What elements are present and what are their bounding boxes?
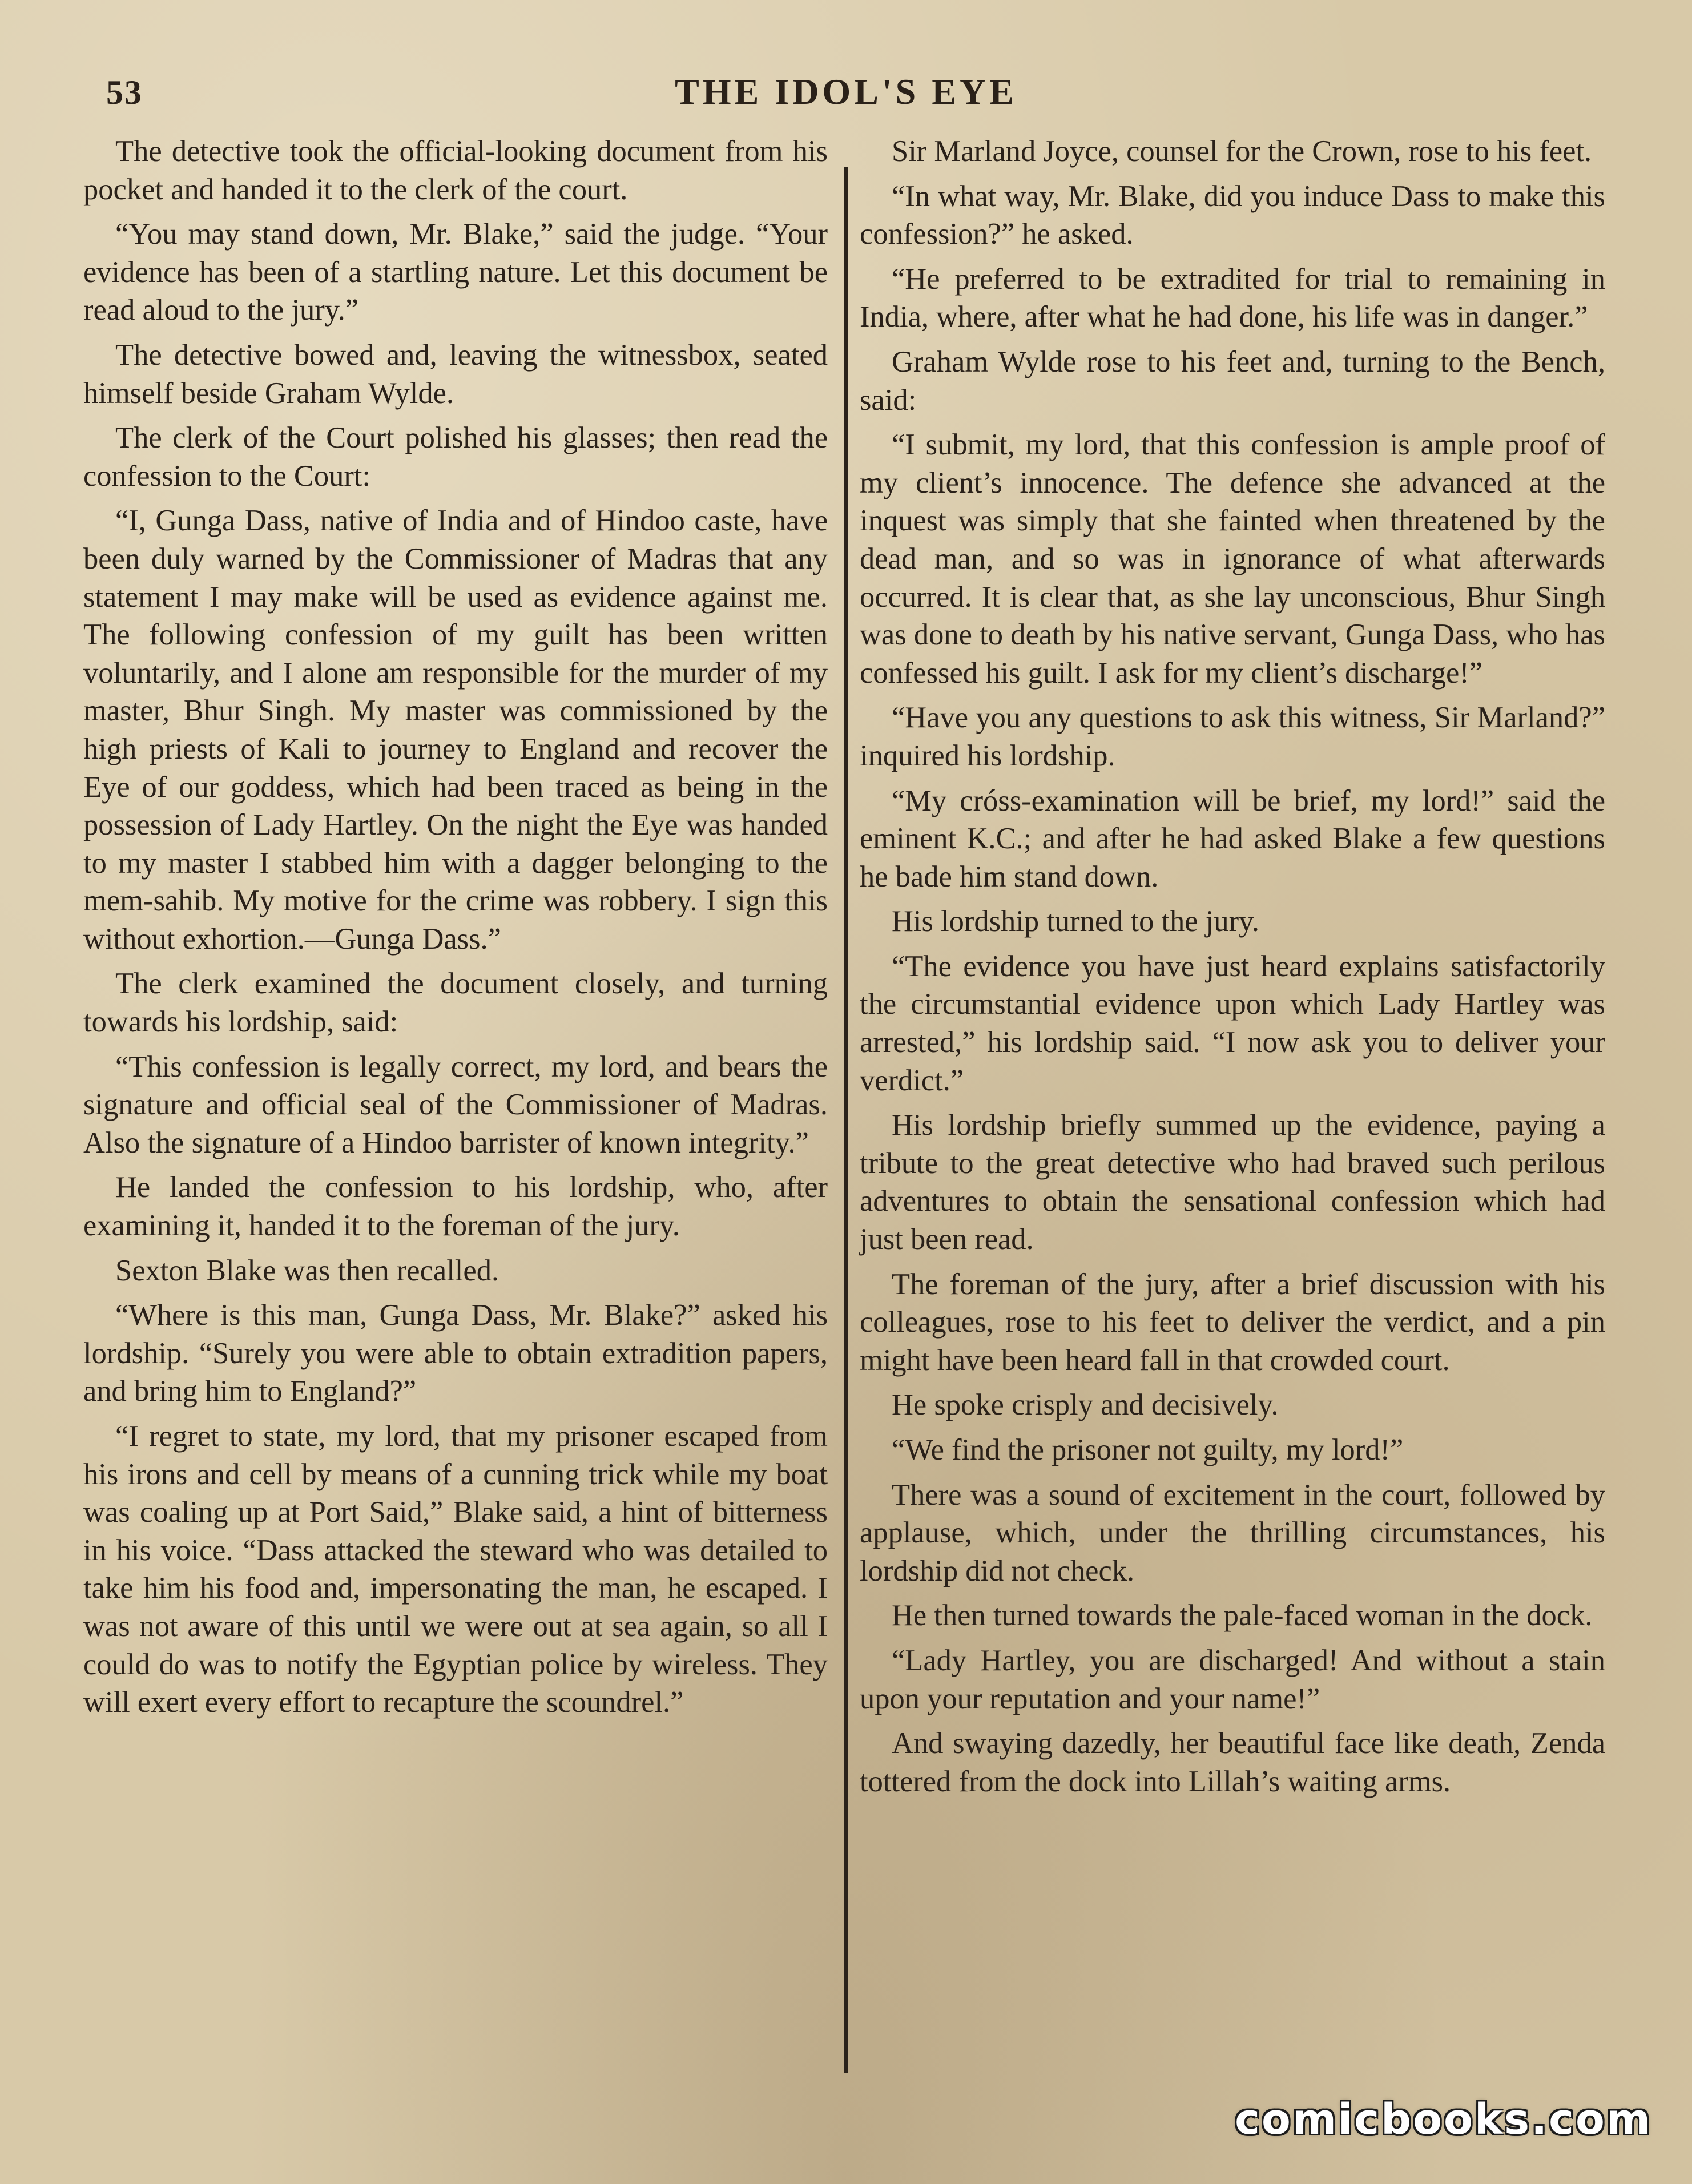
paragraph: The foreman of the jury, after a brief discussion with his colleagues, rose to his feet to deliver the verdict, and a pin might have been heard fall in that crowded court. bbox=[860, 1267, 1605, 1377]
column-rule bbox=[844, 167, 848, 2073]
paragraph: The detective took the official-looking document from his pocket and handed it to the clerk of the court. bbox=[83, 135, 828, 206]
page-number: 53 bbox=[106, 74, 143, 111]
paragraph: There was a sound of excitement in the court, followed by applause, which, under the thrilling circumstances, his lordship did not check. bbox=[860, 1478, 1605, 1587]
paragraph: His lordship turned to the jury. bbox=[892, 905, 1260, 938]
right-column bbox=[860, 132, 1605, 1807]
paragraph: “Where is this man, Gunga Dass, Mr. Blake?” asked his lordship. “Surely you were able to obtain extradition papers, and bring him to England?” bbox=[83, 1299, 828, 1408]
watermark: comicbooks.com bbox=[1235, 2095, 1652, 2144]
paragraph: “He preferred to be extradited for trial to remaining in India, where, after what he had done, his life was in danger.” bbox=[860, 262, 1605, 334]
paragraph: “In what way, Mr. Blake, did you induce Dass to make this confession?” he asked. bbox=[860, 179, 1605, 251]
paragraph: “You may stand down, Mr. Blake,” said the judge. “Your evidence has been of a startling nature. Let this document be read aloud to the jury.” bbox=[83, 217, 828, 327]
paragraph: “Have you any questions to ask this witness, Sir Marland?” inquired his lordship. bbox=[860, 701, 1605, 772]
paragraph: “We find the prisoner not guilty, my lord!” bbox=[892, 1433, 1404, 1466]
paragraph: “I, Gunga Dass, native of India and of Hindoo caste, have been duly warned by the Commissioner of Madras that any statement I may make will be used as evidence against me. The following confession of my guilt has been written voluntarily, and I alone am responsible for the murder of my master, Bhur Singh. My master was commissioned by the high priests of Kali to journey to England and recover the Eye of our goddess, which had been traced as being in the possession of Lady Hartley. On the night the Eye was handed to my master I stabbed him with a dagger belonging to the mem-sahib. My motive for the crime was robbery. I sign this without exhortion.—Gunga Dass.” bbox=[83, 504, 828, 956]
paragraph: His lordship briefly summed up the evidence, paying a tribute to the great detective who had braved such perilous adventures to obtain the sensational confession which had just been read. bbox=[860, 1109, 1605, 1256]
paragraph: He landed the confession to his lordship, who, after examining it, handed it to the foreman of the jury. bbox=[83, 1171, 828, 1243]
paragraph: “This confession is legally correct, my lord, and bears the signature and official seal of the Commissioner of Madras. Also the signature of a Hindoo barrister of known integrity.” bbox=[83, 1050, 828, 1159]
left-column bbox=[83, 132, 828, 1728]
page-title: THE IDOL'S EYE bbox=[675, 71, 1017, 112]
paragraph: Graham Wylde rose to his feet and, turning to the Bench, said: bbox=[860, 345, 1605, 417]
paragraph: The detective bowed and, leaving the witnessbox, seated himself beside Graham Wylde. bbox=[83, 338, 828, 410]
paragraph: Sir Marland Joyce, counsel for the Crown, rose to his feet. bbox=[892, 135, 1592, 168]
paragraph: He then turned towards the pale-faced woman in the dock. bbox=[892, 1599, 1593, 1633]
paragraph: “I submit, my lord, that this confession is ample proof of my client’s innocence. The defence she advanced at the inquest was simply that she fainted when threatened by the dead man, and so was in ignorance of what afterwards occurred. It is clear that, as she lay unconscious, Bhur Singh was done to death by his native servant, Gunga Dass, who has confessed his guilt. I ask for my client’s discharge!” bbox=[860, 428, 1605, 690]
paragraph: Sexton Blake was then recalled. bbox=[115, 1254, 499, 1287]
paragraph: The clerk of the Court polished his glasses; then read the confession to the Court: bbox=[83, 421, 828, 493]
paragraph: “Lady Hartley, you are discharged! And without a stain upon your reputation and your name!” bbox=[860, 1643, 1605, 1715]
paragraph: “The evidence you have just heard explains satisfactorily the circumstantial evidence upon which Lady Hartley was arrested,” his lordship said. “I now ask you to deliver your verdict.” bbox=[860, 949, 1605, 1097]
paragraph: “I regret to state, my lord, that my prisoner escaped from his irons and cell by means of a cunning trick while my boat was coaling up at Port Said,” Blake said, a hint of bitterness in his voice. “Dass attacked the steward who was detailed to take him his food and, impersonating the man, he escaped. I was not aware of this until we were out at sea again, so all I could do was to notify the Egyptian police by wireless. They will exert every effort to recapture the scoundrel.” bbox=[83, 1420, 828, 1719]
paragraph: The clerk examined the document closely, and turning towards his lordship, said: bbox=[83, 967, 828, 1039]
paragraph: He spoke crisply and decisively. bbox=[892, 1388, 1279, 1422]
paragraph: “My cróss-examination will be brief, my lord!” said the eminent K.C.; and after he had asked Blake a few questions he bade him stand down. bbox=[860, 784, 1605, 893]
paragraph: And swaying dazedly, her beautiful face like death, Zenda tottered from the dock into Lillah’s waiting arms. bbox=[860, 1727, 1605, 1798]
